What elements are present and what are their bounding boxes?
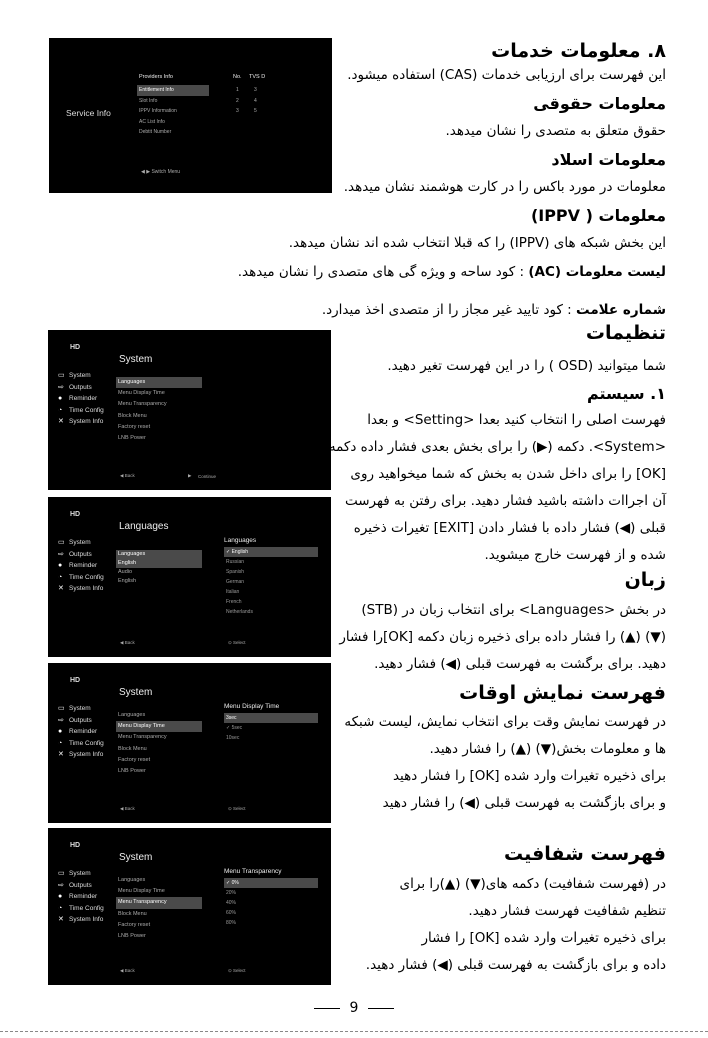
- languages-submenu-title: Languages: [224, 537, 257, 544]
- switch-menu-hint: ◀ ▶ Switch Menu: [141, 169, 181, 175]
- outputs-icon: ⇨: [58, 550, 64, 558]
- hd-logo: HD: [70, 677, 81, 684]
- side-item-system[interactable]: [58, 537, 104, 549]
- side-item-reminder[interactable]: [58, 726, 104, 738]
- continue-hint: Continue: [198, 474, 217, 479]
- select-hint: ⊙ Select: [228, 640, 246, 645]
- side-item-label: Outputs: [69, 550, 92, 558]
- ac-list-title: لیست معلومات (AC): [528, 264, 666, 280]
- display-time-line: برای ذخیره تغیرات وارد شده [OK] را فشار دهید: [392, 768, 666, 784]
- side-item-label: Reminder: [69, 728, 98, 735]
- option-netherlands[interactable]: Netherlands: [226, 609, 253, 615]
- side-item-label: System Info: [69, 916, 104, 923]
- menu-item-languages[interactable]: Languages: [116, 377, 202, 388]
- tvs-value: 5: [254, 108, 257, 114]
- side-item-label: System: [69, 539, 91, 546]
- page-number-dash: [368, 1008, 394, 1009]
- menu-item-factory-reset[interactable]: Factory reset: [118, 756, 151, 763]
- ac-list-line: [238, 259, 666, 286]
- system-icon: ▭: [58, 539, 65, 546]
- menu-item-block-menu[interactable]: Block Menu: [118, 745, 147, 752]
- reminder-icon: ●: [58, 893, 63, 900]
- reminder-icon: ●: [58, 562, 63, 569]
- side-item-outputs[interactable]: [58, 715, 104, 727]
- side-item-label: Time Config: [69, 739, 104, 747]
- menu-item-lnb-power[interactable]: LNB Power: [118, 434, 146, 441]
- side-item-label: System Info: [69, 418, 104, 425]
- side-item-label: System Info: [69, 751, 104, 758]
- tvs-values: [254, 85, 257, 117]
- system-line: [OK] را برای داخل شدن به بخش که شما میخواهید روی: [350, 466, 666, 482]
- menu-item-lnb-power[interactable]: LNB Power: [118, 932, 146, 939]
- outputs-icon: ⇨: [58, 716, 64, 724]
- screenshot-service-info: [49, 38, 332, 193]
- system-info-icon: ✕: [58, 916, 64, 923]
- tvs-column-heading: TVS D: [249, 74, 266, 80]
- system-icon: ▭: [58, 870, 65, 877]
- system-title: System: [119, 354, 153, 365]
- side-item-time-config[interactable]: [58, 903, 104, 915]
- providers-info-heading: Providers Info: [139, 74, 173, 80]
- reminder-icon: ●: [58, 728, 63, 735]
- system-line: آن اجراات داشته باشید فشار دهید. برای رفتن به فهرست: [344, 493, 666, 509]
- side-item-label: Reminder: [69, 893, 98, 900]
- page-number-dash: [314, 1008, 340, 1009]
- transparency-submenu-title: Menu Transparency: [224, 868, 282, 875]
- option-80-percent[interactable]: 80%: [226, 920, 237, 926]
- option-spanish[interactable]: Spanish: [226, 569, 245, 575]
- menu-item-factory-reset[interactable]: Factory reset: [118, 921, 151, 928]
- side-menu: [58, 370, 104, 428]
- menu-item-factory-reset[interactable]: Factory reset: [118, 423, 151, 430]
- display-time-line: ها و معلومات بخش(▼) (▲) را فشار دهید.: [429, 741, 666, 757]
- side-item-system[interactable]: [58, 868, 104, 880]
- system-menu-list: [116, 377, 202, 444]
- menu-item-transparency[interactable]: Menu Transparency: [118, 401, 167, 408]
- system-line: فهرست اصلی را انتخاب کنید بعدا <Setting> و بعدا: [367, 412, 666, 428]
- side-item-label: System: [69, 705, 91, 712]
- tvs-value: 3: [254, 87, 257, 93]
- page-divider: [0, 1031, 708, 1032]
- ippv-line: این بخش شبکه های (IPPV) را که قبلا انتخاب شده اند نشان میدهد.: [288, 235, 666, 251]
- system-line: شده و از فهرست خارج میشوید.: [484, 547, 666, 563]
- menu-item-display-time[interactable]: Menu Display Time: [118, 888, 165, 895]
- transparency-line: برای ذخیره تغیرات وارد شده [OK] را فشار: [421, 930, 666, 946]
- no-value: 3: [236, 108, 239, 114]
- side-menu: [58, 868, 104, 926]
- option-60-percent[interactable]: 60%: [226, 910, 237, 916]
- settings-line: شما میتوانید (OSD ) را در این فهرست تغیر دهید.: [387, 358, 666, 374]
- option-french[interactable]: French: [226, 599, 242, 605]
- no-column-heading: No.: [233, 74, 242, 80]
- page-number: [0, 1000, 708, 1016]
- system-icon: ▭: [58, 372, 65, 379]
- side-item-system[interactable]: [58, 703, 104, 715]
- side-item-time-config[interactable]: [58, 738, 104, 750]
- settings-title: تنظیمات: [585, 322, 666, 344]
- option-20-percent[interactable]: 20%: [226, 890, 237, 896]
- display-time-title: فهرست نمایش اوقات: [459, 682, 666, 704]
- system-line: <System>. دکمه (▶) را برای بخش بعدی فشار داده دکمه: [328, 439, 666, 455]
- screenshot-languages-menu: [48, 497, 331, 657]
- side-item-time-config[interactable]: [58, 405, 104, 417]
- side-item-label: Outputs: [69, 716, 92, 724]
- option-english[interactable]: ✓ English: [224, 547, 318, 557]
- languages-value: English: [118, 560, 137, 566]
- menu-item-block-menu[interactable]: Block Menu: [118, 412, 147, 419]
- side-item-label: System: [69, 372, 91, 379]
- hd-logo: HD: [70, 344, 81, 351]
- option-40-percent[interactable]: 40%: [226, 900, 237, 906]
- language-line: (▼) (▲) را فشار داده برای ذخیره زبان دکمه [OK]را فشار: [339, 629, 666, 645]
- slot-line: معلومات در مورد باکس را در کارت هوشمند نشان میدهد.: [343, 179, 666, 195]
- ippv-title: معلومات ( IPPV): [530, 206, 666, 225]
- side-item-system[interactable]: [58, 370, 104, 382]
- side-item-label: Reminder: [69, 562, 98, 569]
- screenshot-transparency-menu: [48, 828, 331, 985]
- side-item-system-info[interactable]: [58, 583, 104, 595]
- option-10sec[interactable]: 10sec: [226, 735, 240, 741]
- outputs-icon: ⇨: [58, 383, 64, 391]
- side-item-label: System Info: [69, 585, 104, 592]
- back-hint: ◀ Back: [120, 968, 135, 973]
- option-5sec[interactable]: ✓ 5sec: [226, 725, 243, 731]
- language-line: دهید. برای برگشت به فهرست قبلی (◀) فشار دهید.: [374, 656, 666, 672]
- display-time-line: در فهرست نمایش وقت برای انتخاب نمایش، لیست شبکه: [344, 714, 666, 730]
- slot-title: معلومات اسلاد: [551, 150, 666, 169]
- menu-item-lnb-power[interactable]: LNB Power: [118, 767, 146, 774]
- side-item-time-config[interactable]: [58, 572, 104, 584]
- transparency-line: تنظیم شفافیت فهرست فشار دهید.: [468, 903, 666, 919]
- option-italian[interactable]: Italian: [226, 589, 240, 595]
- rights-line: حقوق متعلق به متصدی را نشان میدهد.: [445, 123, 666, 139]
- mark-number-text: : کود تایید غیر مجاز را از متصدی اخذ میدارد.: [321, 302, 572, 318]
- side-item-label: Reminder: [69, 395, 98, 402]
- display-time-submenu-title: Menu Display Time: [224, 703, 280, 710]
- transparency-submenu: [224, 868, 318, 928]
- menu-item-display-time[interactable]: Menu Display Time: [118, 390, 165, 397]
- rights-title: معلومات حقوقی: [533, 94, 666, 113]
- service-item-ac-list[interactable]: AC List Info: [139, 118, 165, 125]
- menu-item-block-menu[interactable]: Block Menu: [118, 910, 147, 917]
- service-item-entitlement[interactable]: Entitlement Info: [137, 85, 209, 96]
- language-paragraph: [339, 597, 666, 678]
- menu-item-languages[interactable]: Languages: [118, 712, 146, 718]
- outputs-icon: ⇨: [58, 881, 64, 889]
- menu-item-display-time[interactable]: Menu Display Time: [116, 721, 202, 732]
- side-item-label: Time Config: [69, 904, 104, 912]
- system-info-icon: ✕: [58, 418, 64, 425]
- back-hint: ◀ Back: [120, 473, 135, 478]
- option-0-percent[interactable]: ✓ 0%: [224, 878, 318, 888]
- mark-number-line: [322, 297, 666, 324]
- system-title: System: [119, 687, 153, 698]
- service-menu: [137, 85, 209, 138]
- time-config-icon: ◔: [58, 904, 63, 912]
- arrows-hint: ▶: [188, 473, 192, 478]
- time-config-icon: ◔: [58, 406, 63, 414]
- side-item-outputs[interactable]: [58, 549, 104, 561]
- side-item-reminder[interactable]: [58, 393, 104, 405]
- audio-value: English: [118, 578, 137, 584]
- no-values: [236, 85, 239, 117]
- audio-label: Audio: [118, 569, 133, 575]
- display-time-submenu: [224, 703, 318, 743]
- screenshot-system-menu: [48, 330, 331, 490]
- system-line: قبلی (◀) فشار داده با فشار دادن [EXIT] تغیرات ذخیره: [353, 520, 666, 536]
- side-item-label: Time Config: [69, 573, 104, 581]
- menu-item-transparency[interactable]: Menu Transparency: [116, 897, 202, 908]
- section-8-title: ۸. معلومات خدمات: [491, 40, 666, 62]
- side-menu: [58, 703, 104, 761]
- option-3sec[interactable]: 3sec: [224, 713, 318, 723]
- system-menu-list: [116, 875, 202, 942]
- language-line: در بخش <Languages> برای انتخاب زبان در (STB): [361, 602, 666, 618]
- section-8-line: این فهرست برای ارزیابی خدمات (CAS) استفاده میشود.: [347, 67, 666, 83]
- select-hint: ⊙ Select: [228, 806, 246, 811]
- display-time-line: و برای بازگشت به فهرست قبلی (◀) را فشار دهید: [382, 795, 666, 811]
- back-hint: ◀ Back: [120, 640, 135, 645]
- side-item-outputs[interactable]: [58, 880, 104, 892]
- service-item-slot[interactable]: Slot Info: [139, 97, 158, 104]
- menu-item-transparency[interactable]: Menu Transparency: [118, 734, 167, 741]
- service-item-ippv[interactable]: IPPV Information: [139, 108, 177, 114]
- side-item-system-info[interactable]: [58, 914, 104, 926]
- display-time-paragraph: [344, 709, 666, 817]
- hd-logo: HD: [70, 511, 81, 518]
- side-item-label: Outputs: [69, 383, 92, 391]
- side-item-system-info[interactable]: [58, 416, 104, 428]
- option-russian[interactable]: Russian: [226, 559, 245, 565]
- transparency-line: در (فهرست شفافیت) دکمه های(▼) (▲)را برای: [399, 876, 666, 892]
- side-item-outputs[interactable]: [58, 382, 104, 394]
- system-menu-list: [116, 710, 202, 777]
- page-number-value: 9: [349, 1000, 359, 1016]
- languages-submenu: [224, 537, 318, 617]
- system-icon: ▭: [58, 705, 65, 712]
- side-item-reminder[interactable]: [58, 560, 104, 572]
- system-section-title: ۱. سیستم: [586, 384, 666, 403]
- side-item-reminder[interactable]: [58, 891, 104, 903]
- system-title: System: [119, 852, 153, 863]
- languages-menu-list: [116, 550, 202, 586]
- transparency-line: داده و برای بازگشت به فهرست قبلی (◀) فشار دهید.: [365, 957, 666, 973]
- side-item-label: Time Config: [69, 406, 104, 414]
- time-config-icon: ◔: [58, 573, 63, 581]
- back-hint: ◀ Back: [120, 806, 135, 811]
- hd-logo: HD: [70, 842, 81, 849]
- ac-list-text: : کود ساحه و ویژه گی های متصدی را نشان میدهد.: [237, 264, 525, 280]
- menu-item-audio[interactable]: [116, 568, 202, 586]
- languages-label: Languages: [118, 551, 146, 557]
- system-info-icon: ✕: [58, 585, 64, 592]
- menu-item-languages[interactable]: [116, 550, 202, 568]
- time-config-icon: ◔: [58, 739, 63, 747]
- mark-number-title: شماره علامت: [576, 302, 666, 318]
- system-info-icon: ✕: [58, 751, 64, 758]
- language-title: زبان: [624, 569, 666, 591]
- side-item-label: Outputs: [69, 881, 92, 889]
- tvs-value: 4: [254, 97, 257, 104]
- menu-item-languages[interactable]: Languages: [118, 877, 146, 883]
- no-value: 1: [236, 87, 239, 93]
- side-menu: [58, 537, 104, 595]
- transparency-paragraph: [366, 871, 666, 979]
- reminder-icon: ●: [58, 395, 63, 402]
- transparency-title: فهرست شفافیت: [503, 843, 666, 865]
- service-info-label: Service Info: [66, 108, 111, 118]
- side-item-label: System: [69, 870, 91, 877]
- side-item-system-info[interactable]: [58, 749, 104, 761]
- no-value: 2: [236, 97, 239, 104]
- option-german[interactable]: German: [226, 579, 245, 585]
- service-item-debit-number[interactable]: Debtit Number: [139, 129, 172, 135]
- languages-title: Languages: [119, 521, 169, 532]
- system-paragraph: [329, 407, 666, 569]
- select-hint: ⊙ Select: [228, 968, 246, 973]
- screenshot-display-time-menu: [48, 663, 331, 823]
